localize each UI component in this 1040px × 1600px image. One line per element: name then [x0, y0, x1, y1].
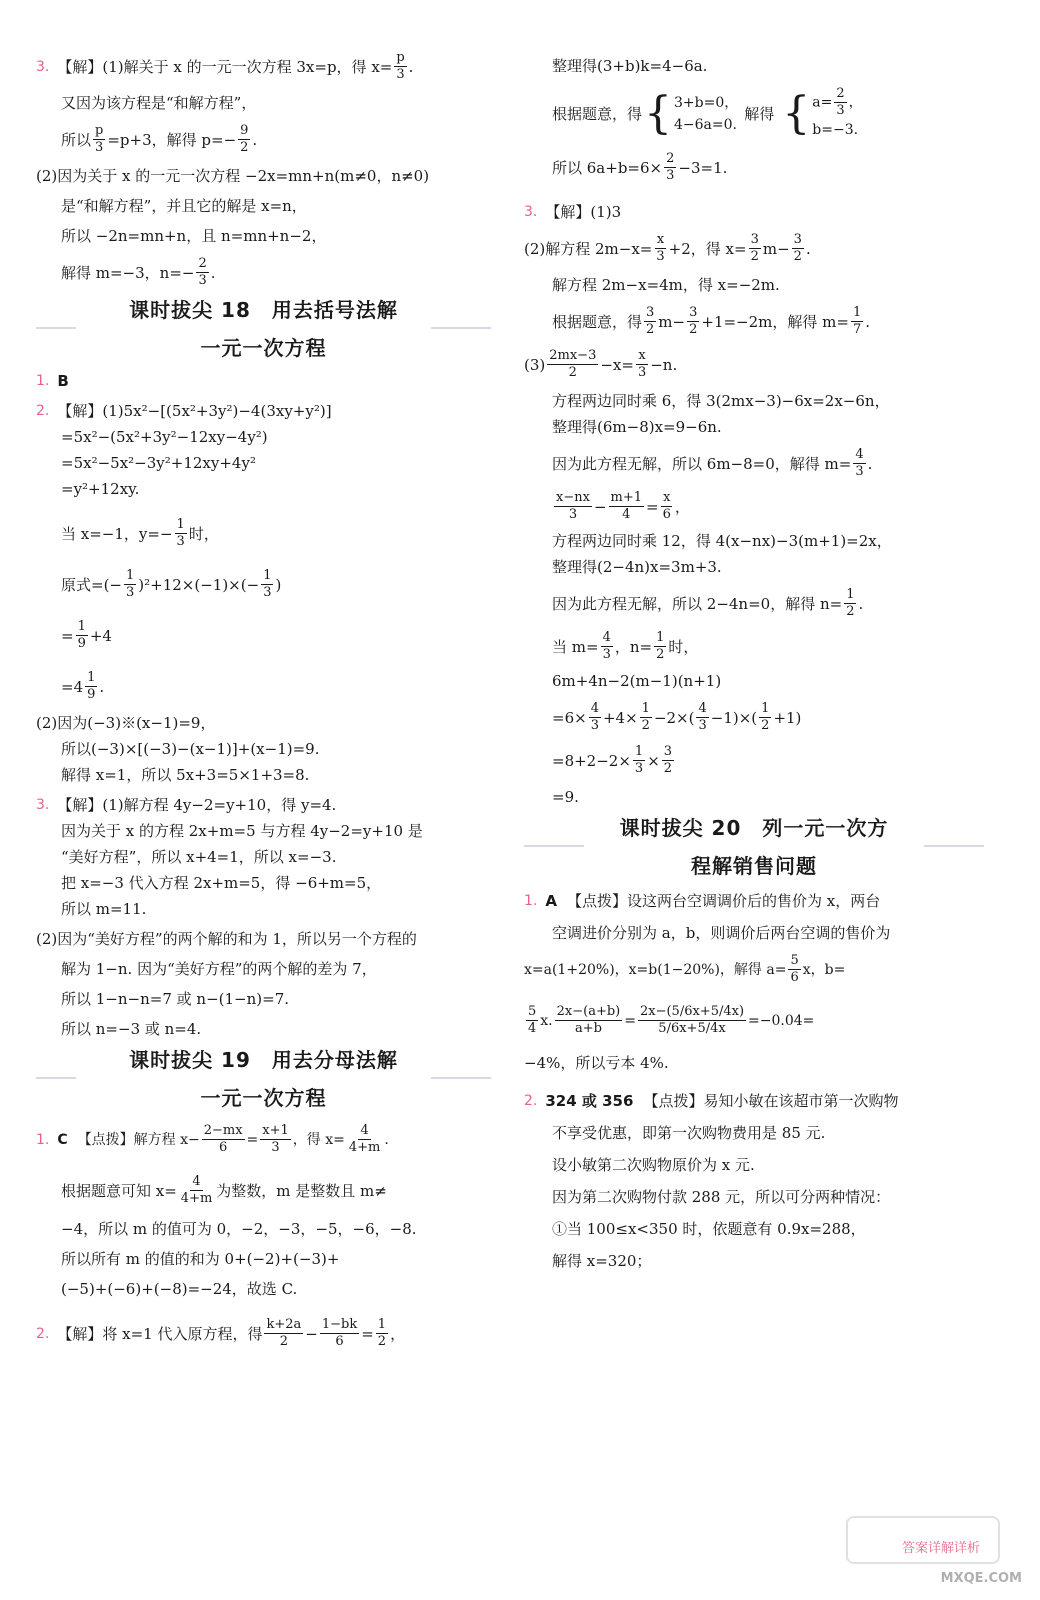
section-title-19: 课时拔尖 19 用去分母法解 [129, 1048, 398, 1072]
watermark-text: MXQE.COM [940, 1571, 1022, 1586]
equation-system: { a= $\frac{2}{3}$ ， b=−3. [782, 86, 863, 139]
q3-line-1: 3. 【解】(1)解方程 4y−2=y+10，得 y=4. [36, 796, 337, 814]
q2-line-2: =5x²−(5x²+3y²−12xy−4y²) [61, 428, 268, 446]
section-divider [36, 1077, 491, 1079]
q2-line-5: 当 x=−1，y=− $\frac{1}{3}$ 时， [61, 517, 219, 549]
q2-line-11: 解得 x=1，所以 5x+3=5×1+3=8. [61, 766, 310, 784]
section-subtitle-20: 程解销售问题 [691, 854, 817, 878]
q3-line-9: 所以 n=−3 或 n=4. [61, 1020, 202, 1038]
p3-line-6: 所以 −2n=mn+n，且 n=mn+n−2， [61, 227, 327, 245]
b-line-7: 整理得(6m−8)x=9−6n. [552, 418, 722, 436]
c1-line-2: 空调进价分别为 a，b，则调价后两台空调的售价为 [552, 924, 891, 942]
c1-line-4: $\frac{5}{4}$ x. $\frac{2x-(a+b)}{a+b}$ = $\frac{2x-(5/6x+5/4x)}{5/6x+5/4x}$ =−0.04= [528, 1004, 815, 1036]
c2-line-5: ①当 100≤x<350 时，依题意有 0.9x=288， [552, 1220, 866, 1238]
section-title-20: 课时拔尖 20 列一元一次方 [619, 816, 889, 840]
c2-line-2: 不享受优惠，即第一次购物费用是 85 元. [552, 1124, 826, 1142]
b-line-1: 3. 【解】(1)3 [524, 203, 622, 221]
c1-line-5: −4%，所以亏本 4%. [524, 1054, 669, 1072]
r1-line-2: 根据题意可知 x= $\frac{4}{4+m}$ 为整数，m 是整数且 m≠ [61, 1174, 387, 1206]
a-line-1: 整理得(3+b)k=4−6a. [552, 57, 708, 75]
a-line-2: 根据题意，得 { 3+b=0， 4−6a=0. 解得 { a= $\frac{2}{3}$ ， b=−3. [524, 86, 984, 141]
q3-line-8: 所以 1−n−n=7 或 n−(1−n)=7. [61, 990, 290, 1008]
b-line-16: =8+2−2× $\frac{1}{3}$ × $\frac{3}{2}$ [552, 744, 673, 776]
b-line-3: 解方程 2m−x=4m，得 x=−2m. [552, 276, 780, 294]
b-line-5: (3) $\frac{2mx-3}{2}$ −x= $\frac{x}{3}$ −n. [524, 348, 678, 380]
r1-line-3: −4，所以 m 的值可为 0，−2，−3，−5，−6，−8. [61, 1220, 417, 1238]
answer-letter: B [57, 372, 69, 390]
b-line-9: $\frac{x-nx}{3}$ − $\frac{m+1}{4}$ = $\frac{x}{6}$ ， [556, 490, 690, 522]
section-divider [524, 845, 984, 847]
r1-line-5: (−5)+(−6)+(−8)=−24，故选 C. [61, 1280, 298, 1298]
q3-line-4: 把 x=−3 代入方程 2x+m=5，得 −6+m=5， [61, 874, 382, 892]
q3-line-6: (2)因为“美好方程”的两个解的和为 1，所以另一个方程的 [36, 930, 417, 948]
q2-line-9: (2)因为(−3)※(x−1)=9， [36, 714, 216, 732]
section-subtitle-19: 一元一次方程 [200, 1086, 327, 1110]
p3-line-4: (2)因为关于 x 的一元一次方程 −2x=mn+n(m≠0，n≠0) [36, 167, 430, 185]
q2-line-4: =y²+12xy. [61, 480, 140, 498]
q1-line: 1. B [36, 372, 69, 390]
q2-line-7: = $\frac{1}{9}$ +4 [61, 619, 112, 651]
q2-line-3: =5x²−5x²−3y²+12xy+4y² [61, 454, 256, 472]
b-line-12: 因为此方程无解，所以 2−4n=0，解得 n= $\frac{1}{2}$ . [552, 587, 864, 619]
r1-line-4: 所以所有 m 的值的和为 0+(−2)+(−3)+ [61, 1250, 340, 1268]
equation-system: { 3+b=0， 4−6a=0. [644, 87, 739, 139]
q3-line-5: 所以 m=11. [61, 900, 147, 918]
p3-line-3: 所以 $\frac{p}{3}$ =p+3，解得 p=− $\frac{9}{2}$ . [61, 123, 258, 155]
page-footer: 答案详解详析 [901, 1541, 980, 1556]
a-line-3: 所以 6a+b=6× $\frac{2}{3}$ −3=1. [552, 151, 728, 183]
c1-line-3: x=a(1+20%)，x=b(1−20%)，解得 a= $\frac{5}{6}$ x，b= [524, 953, 846, 985]
r2-line-1: 2. 【解】将 x=1 代入原方程，得 $\frac{k+2a}{2}$ − $\frac{1-bk}{6}$ = $\frac{1}{2}$ ， [36, 1317, 406, 1349]
b-line-2: (2)解方程 2m−x= $\frac{x}{3}$ +2，得 x= $\frac{3}{2}$ m− $\frac{3}{2}$ . [524, 232, 811, 264]
c2-line-3: 设小敏第二次购物原价为 x 元. [552, 1156, 755, 1174]
question-number: 3. [36, 58, 50, 75]
b-line-14: 6m+4n−2(m−1)(n+1) [552, 672, 722, 690]
b-line-4: 根据题意，得 $\frac{3}{2}$ m− $\frac{3}{2}$ +1=−2m，解得 m= $\frac{1}{7}$ . [552, 305, 871, 337]
b-line-11: 整理得(2−4n)x=3m+3. [552, 558, 722, 576]
b-line-8: 因为此方程无解，所以 6m−8=0，解得 m= $\frac{4}{3}$ . [552, 447, 873, 479]
b-line-17: =9. [552, 788, 579, 806]
b-line-6: 方程两边同时乘 6，得 3(2mx−3)−6x=2x−6n， [552, 392, 890, 410]
q2-line-6: 原式=(− $\frac{1}{3}$ )²+12×(−1)×(− $\frac{1}{3}$ ) [61, 568, 282, 600]
right-column [524, 56, 984, 1271]
c2-line-1: 2. 324 或 356 【点拨】易知小敏在该超市第一次购物 [524, 1092, 899, 1110]
p3-line-2: 又因为该方程是“和解方程”， [61, 94, 257, 112]
section-subtitle-18: 一元一次方程 [200, 336, 327, 360]
b-line-13: 当 m= $\frac{4}{3}$ ，n= $\frac{1}{2}$ 时， [552, 630, 699, 662]
r1-line-1: 1. C 【点拨】解方程 x− $\frac{2-mx}{6}$ = $\frac{x+1}{3}$ ，得 x= $\frac{4}{4+m}$ . [36, 1123, 389, 1155]
b-line-15: =6× $\frac{4}{3}$ +4× $\frac{1}{2}$ −2×( $\frac{4}{3}$ −1)×( $\frac{1}{2}$ +1) [552, 701, 802, 733]
q3-line-7: 解为 1−n. 因为“美好方程”的两个解的差为 7， [61, 960, 377, 978]
q2-line-8: =4 $\frac{1}{9}$ . [61, 670, 105, 702]
section-title-18: 课时拔尖 18 用去括号法解 [129, 298, 398, 322]
c2-line-4: 因为第二次购物付款 288 元，所以可分两种情况： [552, 1188, 891, 1206]
p3-line-1: 3. 【解】(1)解关于 x 的一元一次方程 3x=p，得 x= $\frac{p}{3}$ . [36, 50, 414, 82]
q3-line-3: “美好方程”，所以 x+4=1，所以 x=−3. [61, 848, 337, 866]
b-line-10: 方程两边同时乘 12，得 4(x−nx)−3(m+1)=2x， [552, 532, 892, 550]
c2-line-6: 解得 x=320； [552, 1252, 652, 1270]
left-column [36, 50, 491, 1350]
q2-line-10: 所以(−3)×[(−3)−(x−1)]+(x−1)=9. [61, 740, 320, 758]
q3-line-2: 因为关于 x 的方程 2x+m=5 与方程 4y−2=y+10 是 [61, 822, 423, 840]
fraction: $\frac{p}{3}$ [396, 50, 405, 82]
p3-line-5: 是“和解方程”，并且它的解是 x=n， [61, 197, 307, 215]
q2-line-1: 2. 【解】(1)5x²−[(5x²+3y²)−4(3xy+y²)] [36, 402, 332, 420]
section-divider [36, 327, 491, 329]
p3-line-7: 解得 m=−3，n=− $\frac{2}{3}$ . [61, 256, 216, 288]
c1-line-1: 1. A 【点拨】设这两台空调调价后的售价为 x，两台 [524, 892, 881, 910]
